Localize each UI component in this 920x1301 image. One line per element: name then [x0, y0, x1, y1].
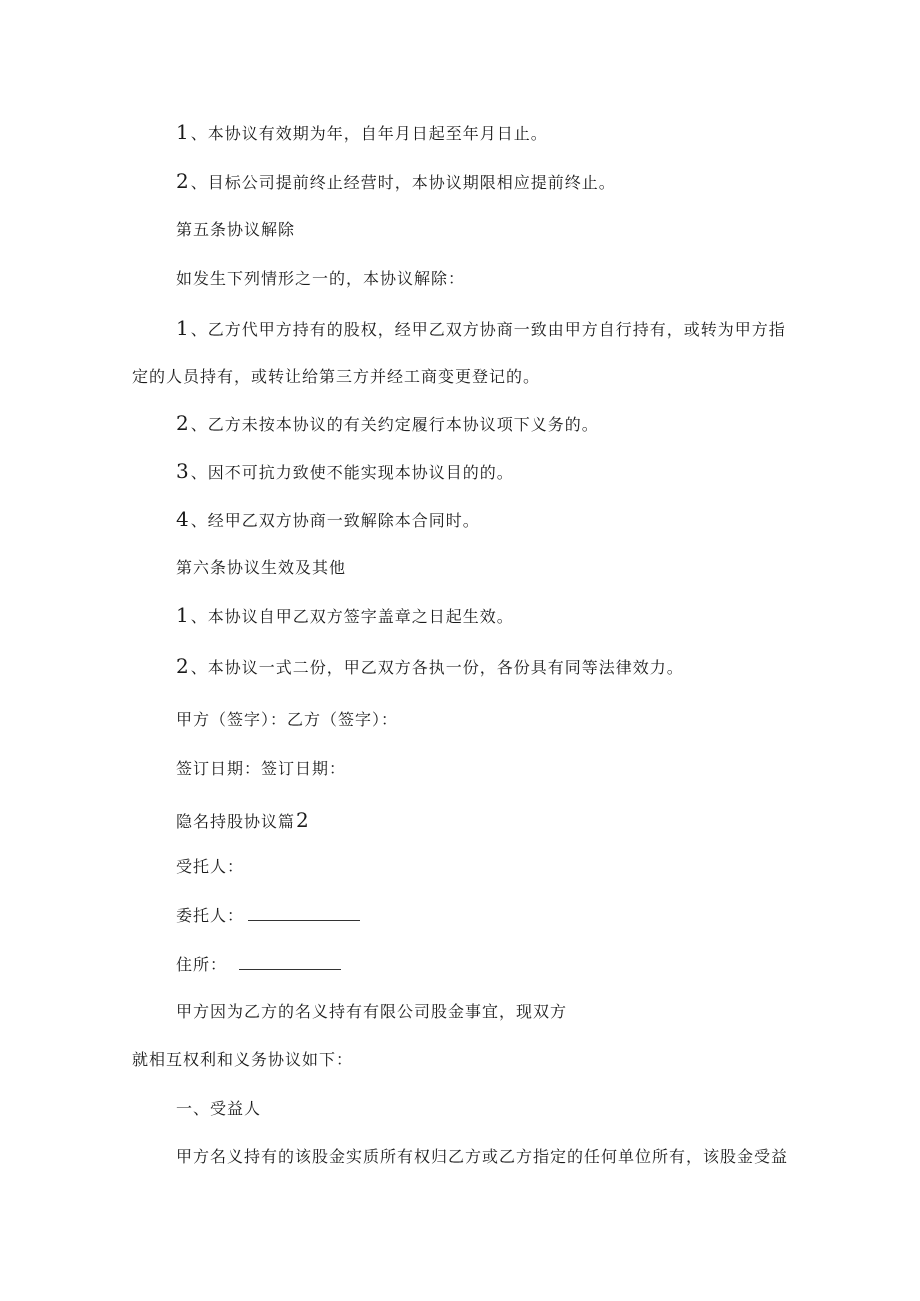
beneficiary-paragraph: 甲方名义持有的该股金实质所有权归乙方或乙方指定的任何单位所有，该股金受益 [176, 1147, 789, 1166]
item-text: 、乙方代甲方持有的股权，经甲乙双方协商一致由甲方自行持有，或转为甲方指 [190, 320, 786, 339]
address-label: 住所： [176, 955, 228, 974]
item-text: 、经甲乙双方协商一致解除本合同时。 [190, 511, 480, 530]
item-text: 、乙方未按本协议的有关约定履行本协议项下义务的。 [190, 415, 599, 434]
principal-label: 委托人： [176, 906, 245, 925]
item-number: 2 [176, 654, 189, 678]
clause-term-item-1 [176, 122, 548, 144]
item-text: 、因不可抗力致使不能实现本协议目的的。 [190, 463, 514, 482]
item-number: 2 [176, 169, 189, 193]
effect-item-1 [176, 605, 514, 627]
principal-blank [248, 906, 360, 921]
item-text: 、目标公司提前终止经营时，本协议期限相应提前终止。 [190, 173, 616, 192]
termination-item-1-continued: 定的人员持有，或转让给第三方并经工商变更登记的。 [132, 367, 541, 386]
preamble-line-2: 就相互权利和义务协议如下： [132, 1050, 354, 1069]
item-text: 、本协议自甲乙双方签字盖章之日起生效。 [190, 607, 514, 626]
article-6-heading: 第六条协议生效及其他 [176, 558, 347, 577]
item-number: 2 [176, 411, 189, 435]
item-number: 1 [176, 120, 189, 144]
item-text: 、本协议有效期为年，自年月日起至年月日止。 [190, 124, 548, 143]
agreement-2-title [176, 810, 311, 832]
item-number: 3 [176, 459, 189, 483]
trustee-line: 受托人： [176, 857, 245, 876]
item-text: 、本协议一式二份，甲乙双方各执一份，各份具有同等法律效力。 [190, 658, 684, 677]
preamble-line-1: 甲方因为乙方的名义持有有限公司股金事宜，现双方 [176, 1002, 568, 1021]
item-number: 4 [176, 507, 189, 531]
address-blank [239, 955, 341, 970]
termination-item-4 [176, 509, 480, 531]
address-line [176, 955, 341, 975]
item-number: 1 [176, 316, 189, 340]
effect-item-2 [176, 656, 684, 678]
termination-item-2 [176, 413, 599, 435]
article-5-heading: 第五条协议解除 [176, 220, 296, 239]
termination-item-1 [176, 318, 786, 340]
signing-date-line: 签订日期：签订日期： [176, 759, 347, 778]
item-number: 1 [176, 603, 189, 627]
termination-intro: 如发生下列情形之一的，本协议解除： [176, 269, 466, 288]
principal-line [176, 906, 360, 926]
title-number: 2 [296, 808, 309, 832]
signature-line: 甲方（签字）：乙方（签字）： [176, 710, 399, 729]
section-beneficiary-heading: 一、受益人 [176, 1099, 262, 1118]
clause-term-item-2 [176, 171, 616, 193]
title-text: 隐名持股协议篇 [176, 812, 296, 831]
termination-item-3 [176, 461, 514, 483]
